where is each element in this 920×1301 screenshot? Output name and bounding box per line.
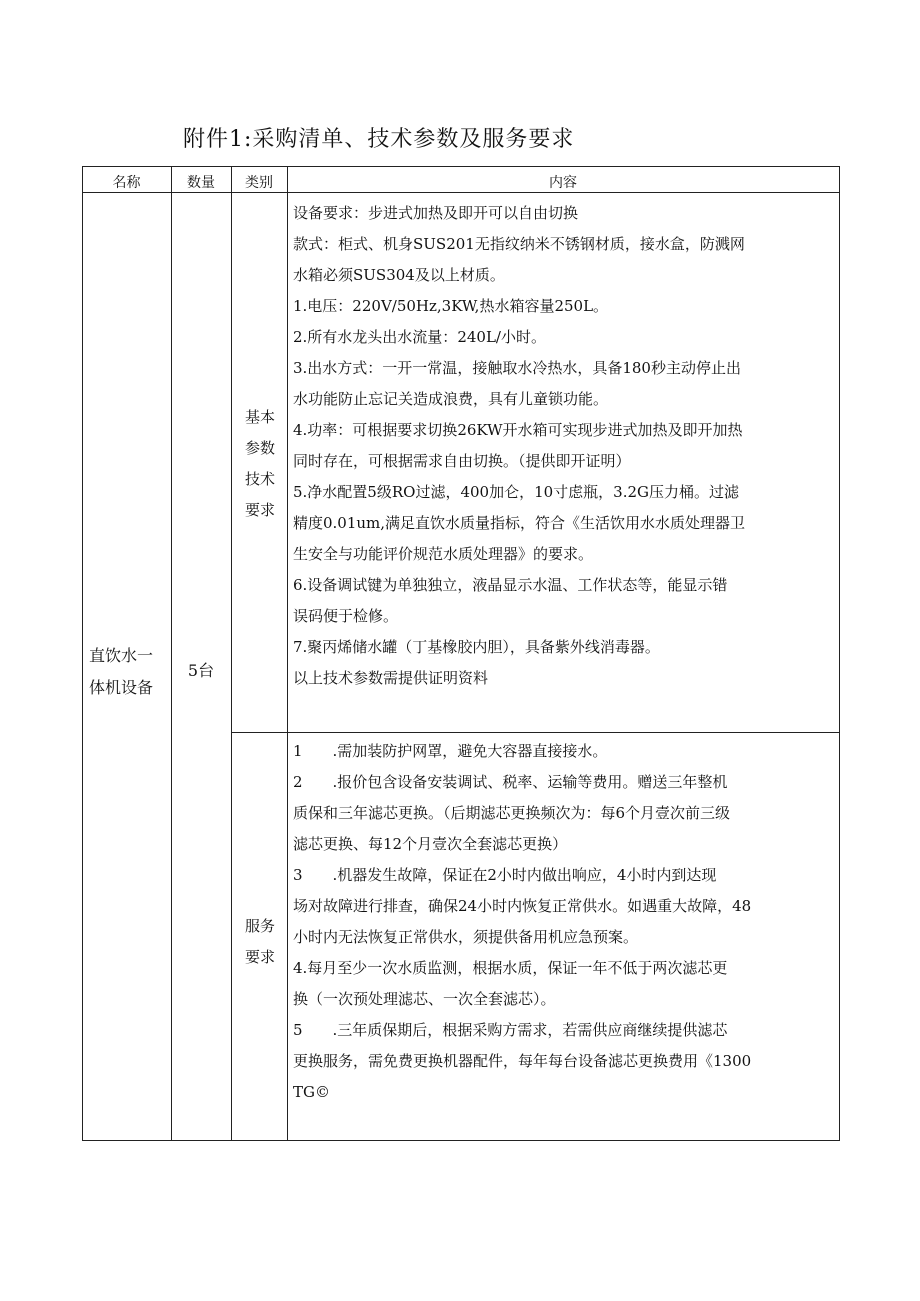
header-bottom-border	[82, 192, 840, 193]
requirement-line: 1.电压：220V/50Hz,3KW,热水箱容量250L。	[293, 297, 609, 315]
requirement-line: 6.设备调试键为单独独立，液晶显示水温、工作状态等，能显示错	[293, 576, 728, 594]
service-line: 4.每月至少一次水质监测，根据水质，保证一年不低于两次滤芯更	[293, 959, 728, 977]
requirement-line: 款式：柜式、机身SUS201无指纹纳米不锈钢材质，接水盒，防溅网	[293, 235, 745, 253]
column-divider	[231, 166, 232, 1141]
label-line: 参数	[244, 439, 275, 457]
table-top-border	[82, 166, 840, 167]
header-name: 名称	[112, 175, 141, 191]
service-line: 换（一次预处理滤芯、一次全套滤芯）。	[293, 990, 556, 1008]
requirement-line: 水箱必须SUS304及以上材质。	[293, 266, 505, 284]
service-requirements	[293, 742, 841, 1138]
header-category: 类别	[245, 175, 273, 191]
item-quantity: 5台	[187, 661, 215, 680]
service-line: 质保和三年滤芯更换。（后期滤芯更换频次为：每6个月壹次前三级	[293, 804, 731, 822]
requirement-line: 设备要求：步进式加热及即开可以自由切换	[293, 204, 579, 222]
section-divider	[231, 732, 840, 733]
page-title: 附件1:采购清单、技术参数及服务要求	[183, 127, 575, 152]
item-name	[89, 640, 169, 704]
service-line: 更换服务，需免费更换机器配件，每年每台设备滤芯更换费用《1300	[293, 1052, 752, 1070]
label-line: 要求	[244, 501, 275, 519]
service-line: 5 .三年质保期后，根据采购方需求，若需供应商继续提供滤芯	[293, 1021, 728, 1039]
label-line: 要求	[244, 948, 275, 966]
header-content: 内容	[549, 175, 577, 191]
requirement-line: 同时存在，可根据需求自由切换。（提供即开证明）	[293, 452, 631, 470]
basic-section-label	[230, 402, 290, 526]
service-line: 小时内无法恢复正常供水，须提供备用机应急预案。	[293, 928, 639, 946]
column-divider	[171, 166, 172, 1141]
service-line: TG©	[293, 1083, 330, 1101]
table-left-border	[82, 166, 83, 1141]
item-name-line: 直饮水一	[89, 646, 154, 665]
column-divider	[287, 166, 288, 1141]
service-line: 3 .机器发生故障，保证在2小时内做出响应，4小时内到达现	[293, 866, 717, 884]
requirement-line: 精度0.01um,满足直饮水质量指标，符合《生活饮用水水质处理器卫	[293, 514, 746, 532]
header-quantity: 数量	[187, 175, 215, 191]
service-line: 场对故障进行排查，确保24小时内恢复正常供水。如遇重大故障，48	[293, 897, 752, 915]
requirement-line: 以上技术参数需提供证明资料	[293, 669, 489, 687]
label-line: 技术	[244, 470, 275, 488]
label-line: 基本	[244, 408, 275, 426]
label-line: 服务	[244, 917, 275, 935]
basic-requirements	[293, 204, 841, 731]
requirement-line: 2.所有水龙头出水流量：240L/小时。	[293, 328, 546, 346]
requirement-line: 4.功率：可根据要求切换26KW开水箱可实现步进式加热及即开加热	[293, 421, 743, 439]
table-bottom-border	[82, 1140, 840, 1141]
requirement-line: 7.聚丙烯储水罐（丁基橡胶内胆），具备紫外线消毒器。	[293, 638, 660, 656]
service-section-label	[230, 911, 290, 973]
requirement-line: 5.净水配置5级RO过滤，400加仑，10寸虑瓶，3.2G压力桶。过滤	[293, 483, 740, 501]
requirement-line: 水功能防止忘记关造成浪费，具有儿童锁功能。	[293, 390, 609, 408]
requirement-line: 3.出水方式：一开一常温，接触取水冷热水，具备180秒主动停止出	[293, 359, 741, 377]
service-line: 滤芯更换、每12个月壹次全套滤芯更换）	[293, 835, 568, 853]
procurement-table	[82, 166, 840, 1141]
requirement-line: 生安全与功能评价规范水质处理器》的要求。	[293, 545, 594, 563]
item-name-line: 体机设备	[89, 678, 154, 697]
requirement-line: 误码便于检修。	[293, 607, 399, 625]
service-line: 2 .报价包含设备安装调试、税率、运输等费用。赠送三年整机	[293, 773, 728, 791]
service-line: 1 .需加装防护网罩，避免大容器直接接水。	[293, 742, 608, 760]
